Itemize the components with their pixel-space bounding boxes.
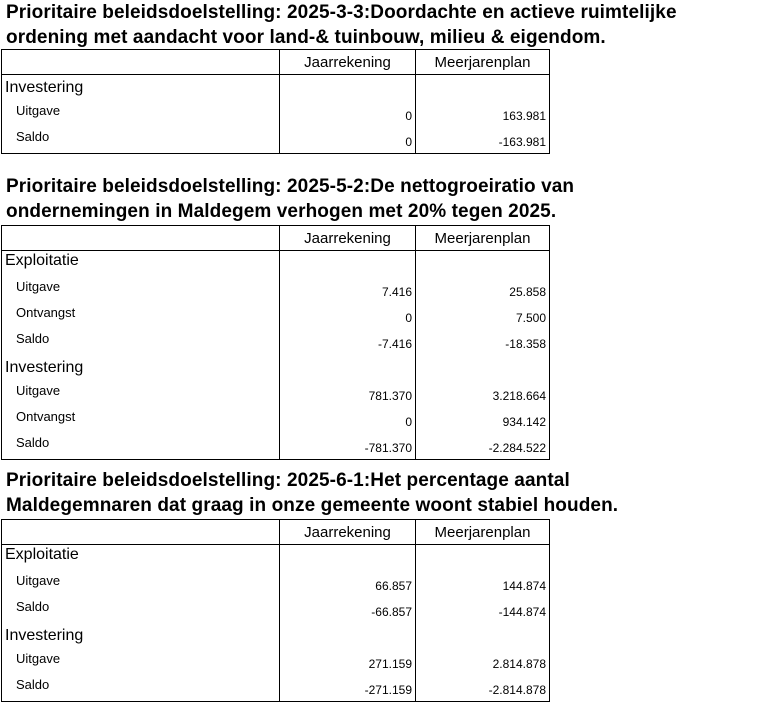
section-1-table xyxy=(1,49,550,154)
table-header-row xyxy=(2,50,550,75)
value-cell: 2.814.878 xyxy=(492,657,546,671)
section-3-table xyxy=(1,519,550,702)
value-cell: -2.814.878 xyxy=(488,683,546,697)
row-label: Uitgave xyxy=(16,383,61,398)
header-meerjarenplan: Meerjarenplan xyxy=(416,520,550,545)
group-heading: Exploitatie xyxy=(5,252,79,269)
header-meerjarenplan: Meerjarenplan xyxy=(416,50,550,75)
row-label: Saldo xyxy=(16,677,50,692)
value-cell: 0 xyxy=(405,135,412,149)
value-cell: 781.370 xyxy=(368,389,412,403)
jaarrekening-column xyxy=(280,545,416,702)
label-column xyxy=(2,75,280,154)
value-cell: 66.857 xyxy=(375,579,412,593)
value-cell: 0 xyxy=(405,109,412,123)
header-jaarrekening: Jaarrekening xyxy=(280,520,416,545)
header-jaarrekening: Jaarrekening xyxy=(280,226,416,251)
section-1-title-line2: ordening met aandacht voor land-& tuinbouw, milieu & eigendom. xyxy=(6,27,606,48)
section-2-title-line1: Prioritaire beleidsdoelstelling: 2025-5-2:De nettogroeiratio van xyxy=(6,176,575,197)
value-cell: 934.142 xyxy=(502,415,546,429)
value-cell: -271.159 xyxy=(364,683,412,697)
row-label: Uitgave xyxy=(16,279,61,294)
group-heading: Investering xyxy=(5,627,84,644)
section-3-title-line1: Prioritaire beleidsdoelstelling: 2025-6-1:Het percentage aantal xyxy=(6,470,570,491)
meerjarenplan-column xyxy=(416,251,550,460)
group-heading: Investering xyxy=(5,359,84,376)
jaarrekening-column xyxy=(280,75,416,154)
section-1-title xyxy=(6,0,677,50)
header-meerjarenplan: Meerjarenplan xyxy=(416,226,550,251)
label-column xyxy=(2,545,280,702)
row-label: Ontvangst xyxy=(16,409,76,424)
value-cell: 271.159 xyxy=(368,657,412,671)
value-cell: 144.874 xyxy=(502,579,546,593)
row-label: Uitgave xyxy=(16,651,61,666)
value-cell: -7.416 xyxy=(377,337,412,351)
header-label-cell xyxy=(2,226,280,251)
row-label: Ontvangst xyxy=(16,305,76,320)
value-cell: 25.858 xyxy=(509,285,546,299)
value-cell: -18.358 xyxy=(505,337,546,351)
section-3-title xyxy=(6,468,618,518)
row-label: Uitgave xyxy=(16,103,61,118)
section-1-title-line1: Prioritaire beleidsdoelstelling: 2025-3-3:Doordachte en actieve ruimtelijke xyxy=(6,2,677,23)
value-cell: -144.874 xyxy=(498,605,546,619)
group-heading: Exploitatie xyxy=(5,546,79,563)
value-cell: 7.416 xyxy=(381,285,412,299)
header-label-cell xyxy=(2,50,280,75)
table-header-row xyxy=(2,226,550,251)
row-label: Saldo xyxy=(16,129,50,144)
value-cell: 3.218.664 xyxy=(492,389,546,403)
value-cell: 0 xyxy=(405,311,412,325)
row-label: Uitgave xyxy=(16,573,61,588)
header-label-cell xyxy=(2,520,280,545)
label-column xyxy=(2,251,280,460)
value-cell: -163.981 xyxy=(498,135,546,149)
section-3-title-line2: Maldegemnaren dat graag in onze gemeente woont stabiel houden. xyxy=(6,495,619,516)
table-header-row xyxy=(2,520,550,545)
meerjarenplan-column xyxy=(416,75,550,154)
meerjarenplan-column xyxy=(416,545,550,702)
value-cell: -2.284.522 xyxy=(488,441,546,455)
row-label: Saldo xyxy=(16,599,50,614)
section-2-title xyxy=(6,174,574,224)
section-2-table xyxy=(1,225,550,460)
row-label: Saldo xyxy=(16,435,50,450)
value-cell: 7.500 xyxy=(515,311,546,325)
header-jaarrekening: Jaarrekening xyxy=(280,50,416,75)
section-2-title-line2: ondernemingen in Maldegem verhogen met 20% tegen 2025. xyxy=(6,201,557,222)
row-label: Saldo xyxy=(16,331,50,346)
value-cell: -66.857 xyxy=(371,605,412,619)
group-heading: Investering xyxy=(5,79,84,96)
jaarrekening-column xyxy=(280,251,416,460)
value-cell: 163.981 xyxy=(502,109,546,123)
value-cell: -781.370 xyxy=(364,441,412,455)
value-cell: 0 xyxy=(405,415,412,429)
